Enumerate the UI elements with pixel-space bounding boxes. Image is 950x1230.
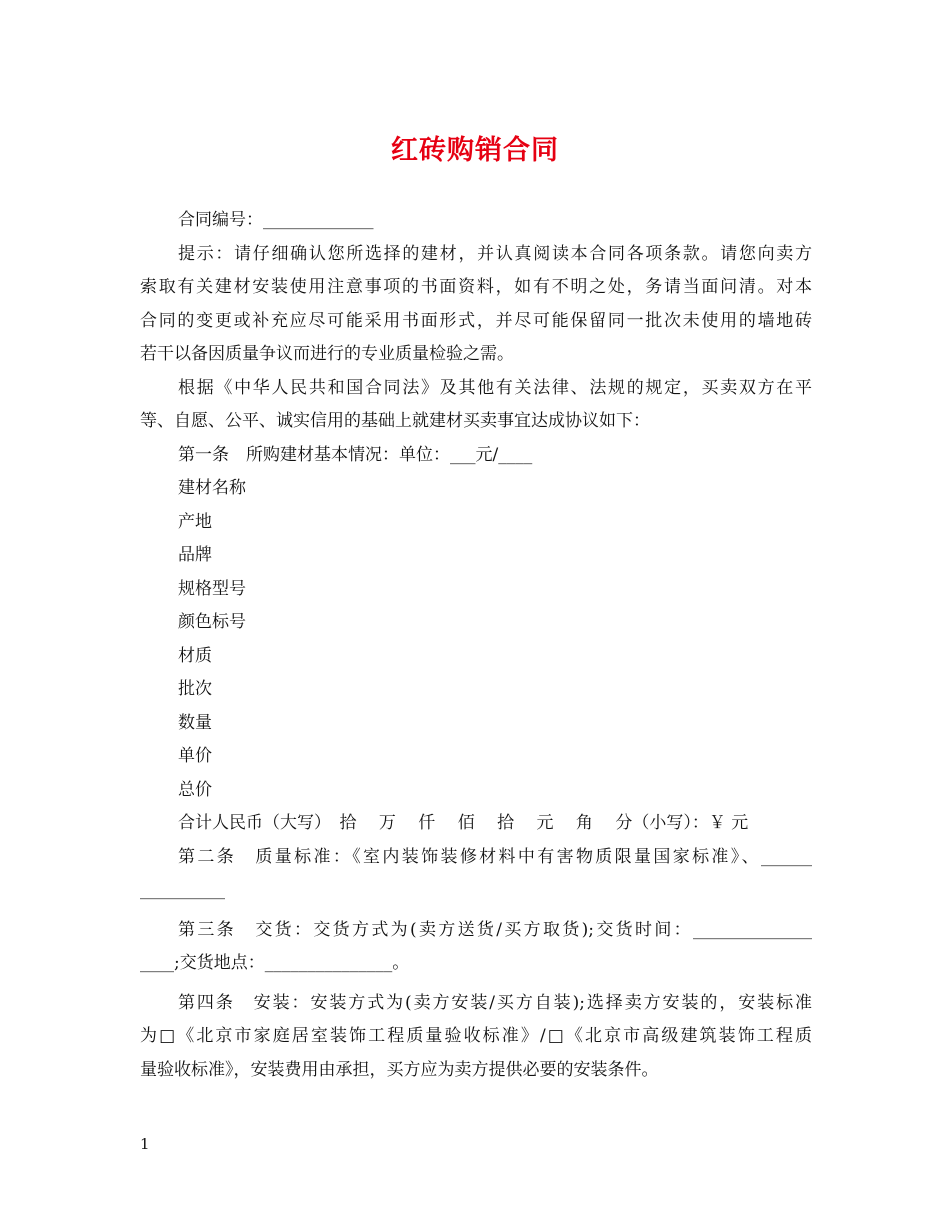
basis-paragraph-line: 等、自愿、公平、诚实信用的基础上就建材买卖事宜达成协议如下： [140, 411, 650, 431]
article-3-line: ____;交货地点：_______________。 [140, 953, 410, 973]
field-model: 规格型号 [178, 578, 246, 599]
contract-number-line: 合同编号：_____________ [178, 210, 374, 230]
notice-paragraph-line: 索取有关建材安装使用注意事项的书面资料，如有不明之处，务请当面问清。对本 [140, 277, 812, 297]
field-unit-price: 单价 [178, 746, 212, 766]
field-material-name: 建材名称 [178, 478, 246, 498]
article-4-line: 量验收标准》，安装费用由承担，买方应为卖方提供必要的安装条件。 [140, 1059, 659, 1080]
document-title: 红砖购销合同 [391, 135, 559, 166]
page-number: 1 [140, 1135, 150, 1153]
field-color-code: 颜色标号 [178, 612, 246, 632]
field-total-price: 总价 [178, 779, 212, 800]
field-quantity: 数量 [178, 712, 212, 733]
notice-paragraph-line: 合同的变更或补充应尽可能采用书面形式，并尽可能保留同一批次未使用的墙地砖 [140, 310, 812, 331]
basis-paragraph-line: 根据《中华人民共和国合同法》及其他有关法律、法规的规定，买卖双方在平 [178, 377, 812, 398]
field-origin: 产地 [178, 511, 212, 532]
article-3-line: 第三条 交货：交货方式为(卖方送货/买方取货);交货时间：______________ [178, 919, 812, 940]
field-material: 材质 [178, 645, 212, 666]
field-batch: 批次 [178, 679, 212, 699]
field-brand: 品牌 [178, 545, 212, 565]
total-rmb-line: 合计人民币（大写） 拾 万 仟 佰 拾 元 角 分（小写）：￥ 元 [178, 813, 749, 833]
article-2-line: 第二条 质量标准：《室内装饰装修材料中有害物质限量国家标准》、______ [178, 846, 812, 867]
article-2-line: __________ [140, 880, 225, 900]
article-4-line: 为□《北京市家庭居室装饰工程质量验收标准》/□《北京市高级建筑装饰工程质 [140, 1026, 812, 1046]
notice-paragraph-line: 若干以备因质量争议而进行的专业质量检验之需。 [140, 344, 514, 364]
article-4-line: 第四条 安装：安装方式为(卖方安装/买方自装);选择卖方安装的，安装标准 [178, 992, 812, 1013]
contract-body [140, 204, 812, 1087]
article-1-heading: 第一条 所购建材基本情况：单位：___元/____ [178, 444, 533, 465]
notice-paragraph-line: 提示：请仔细确认您所选择的建材，并认真阅读本合同各项条款。请您向卖方 [178, 243, 812, 264]
